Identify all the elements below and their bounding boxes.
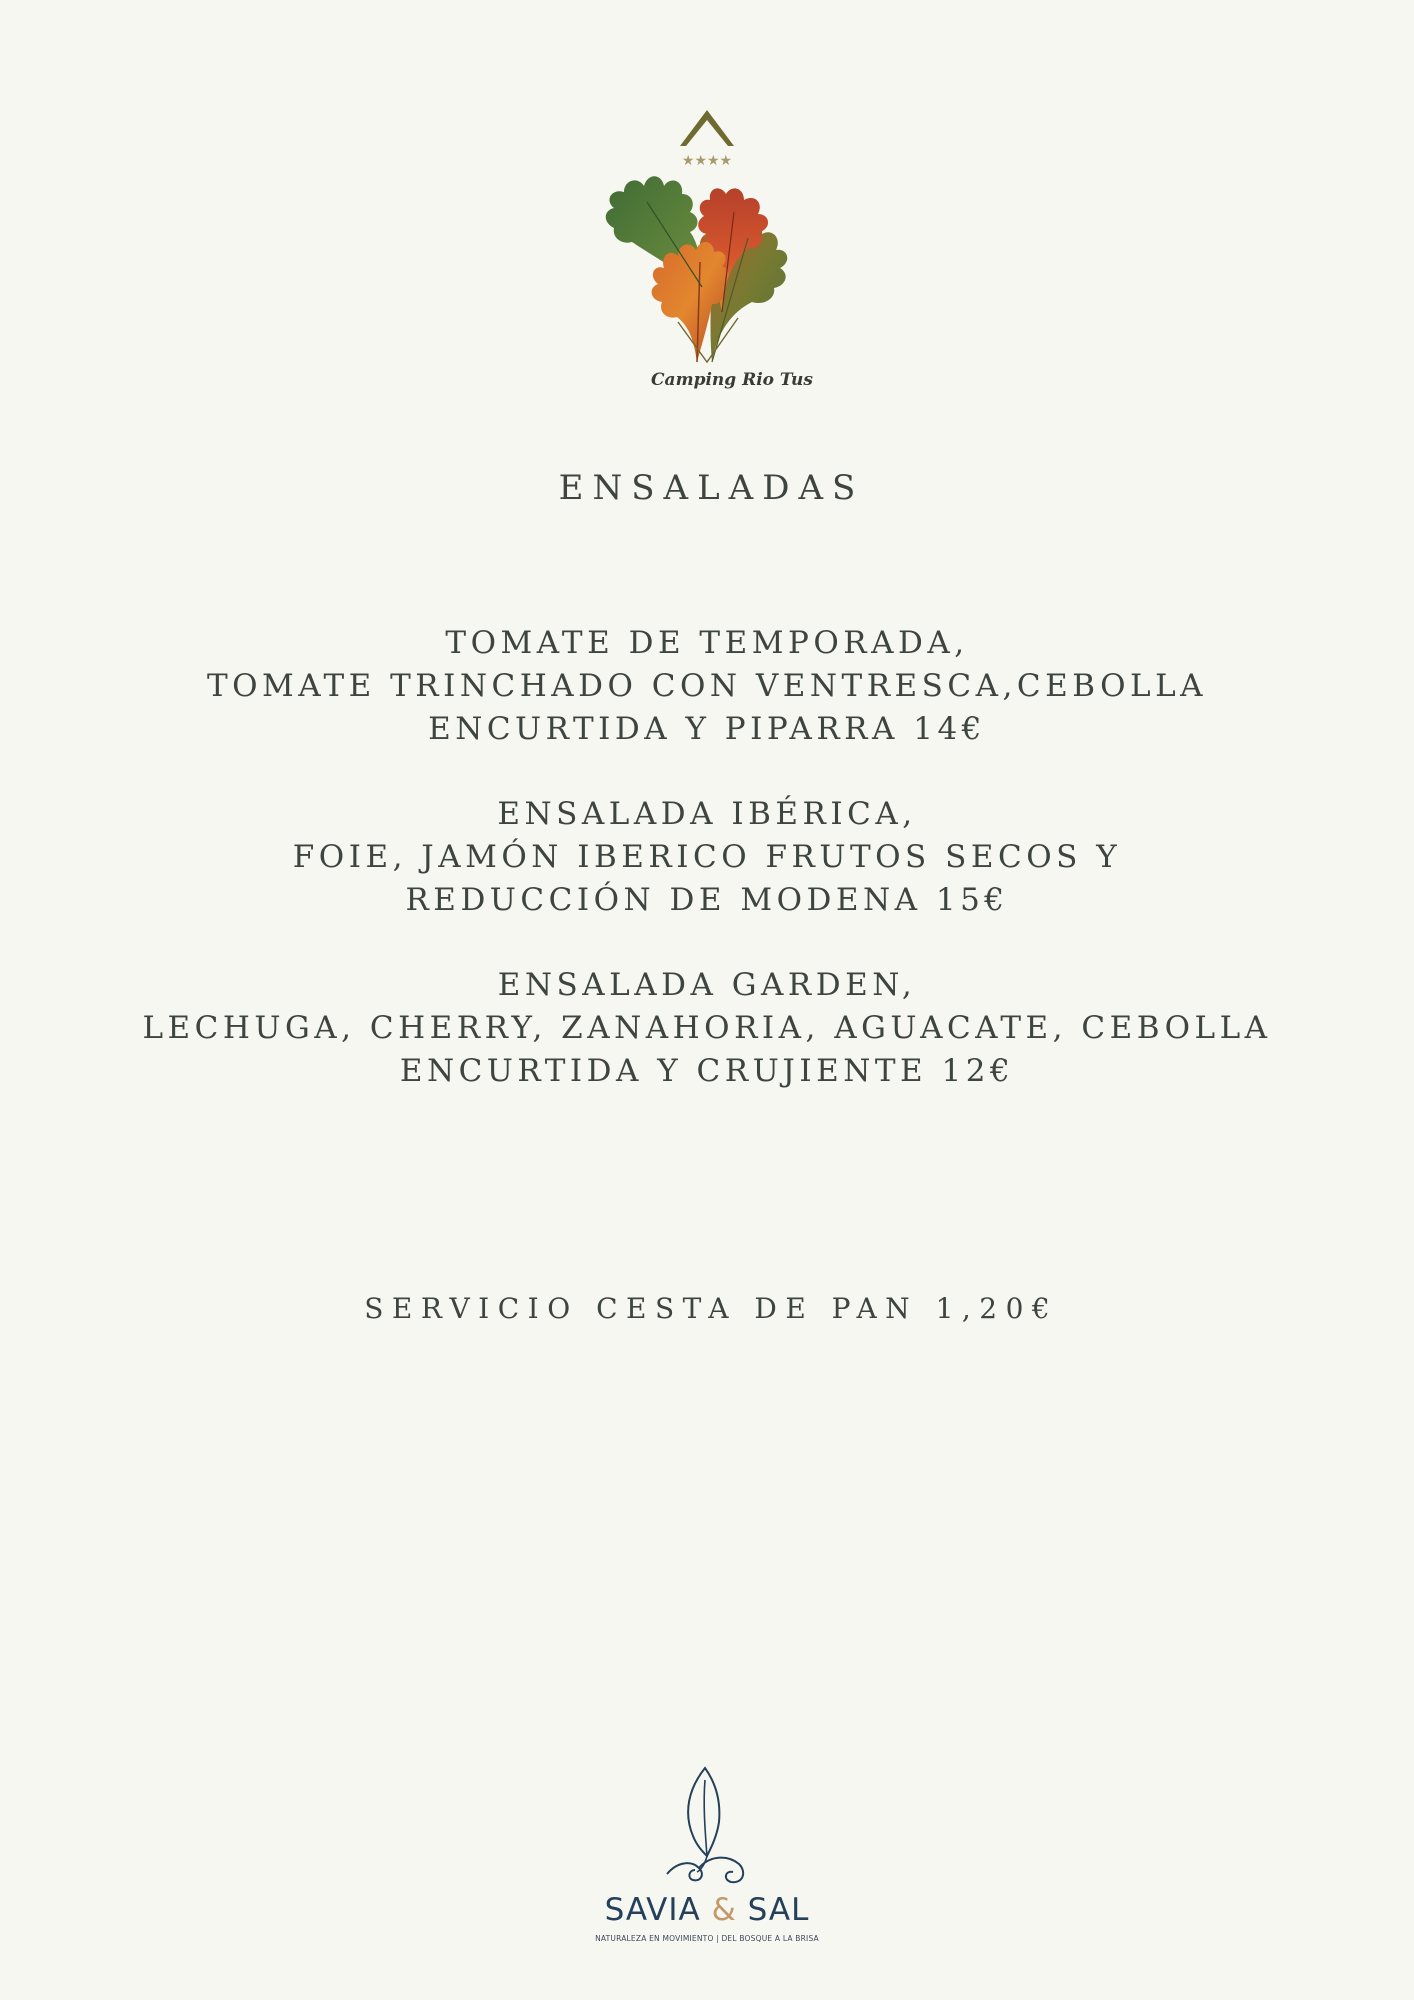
menu-item-description: TOMATE TRINCHADO CON VENTRESCA,CEBOLLA xyxy=(206,668,1208,704)
camping-rio-tus-logo xyxy=(552,62,852,412)
savia-sal-wordmark xyxy=(592,1892,822,1928)
menu-item-title: ENSALADA GARDEN, xyxy=(497,967,917,1003)
bread-service-note: SERVICIO CESTA DE PAN 1,20€ xyxy=(364,1292,1059,1325)
menu-item-description-price: ENCURTIDA Y CRUJIENTE 12€ xyxy=(399,1053,1015,1089)
menu-item-description-price: ENCURTIDA Y PIPARRA 14€ xyxy=(428,711,986,747)
menu-item xyxy=(0,964,1414,1093)
menu-item xyxy=(0,793,1414,922)
menu-list xyxy=(0,622,1414,1135)
menu-item-title: ENSALADA IBÉRICA, xyxy=(497,796,917,832)
stars-icon: ★★★★ xyxy=(681,153,733,169)
menu-item-description: LECHUGA, CHERRY, ZANAHORIA, AGUACATE, CEBOLLA xyxy=(142,1010,1272,1046)
wordmark-part-sal: SAL xyxy=(747,1892,810,1928)
savia-sal-logo xyxy=(592,1760,822,1970)
wordmark-ampersand: & xyxy=(711,1892,737,1928)
menu-item xyxy=(0,622,1414,751)
menu-item-title: TOMATE DE TEMPORADA, xyxy=(445,625,969,661)
wordmark-part-savia: SAVIA xyxy=(604,1892,701,1928)
menu-item-description-price: REDUCCIÓN DE MODENA 15€ xyxy=(405,882,1009,918)
section-title: ENSALADAS xyxy=(558,468,865,508)
leaf-wave-icon xyxy=(647,1760,767,1890)
oak-leaves-icon xyxy=(552,62,852,402)
brand-name: Camping Rio Tus xyxy=(651,370,813,390)
menu-item-description: FOIE, JAMÓN IBERICO FRUTOS SECOS Y xyxy=(292,839,1122,875)
savia-sal-tagline: NATURALEZA EN MOVIMIENTO | DEL BOSQUE A LA BRISA xyxy=(595,1934,819,1943)
